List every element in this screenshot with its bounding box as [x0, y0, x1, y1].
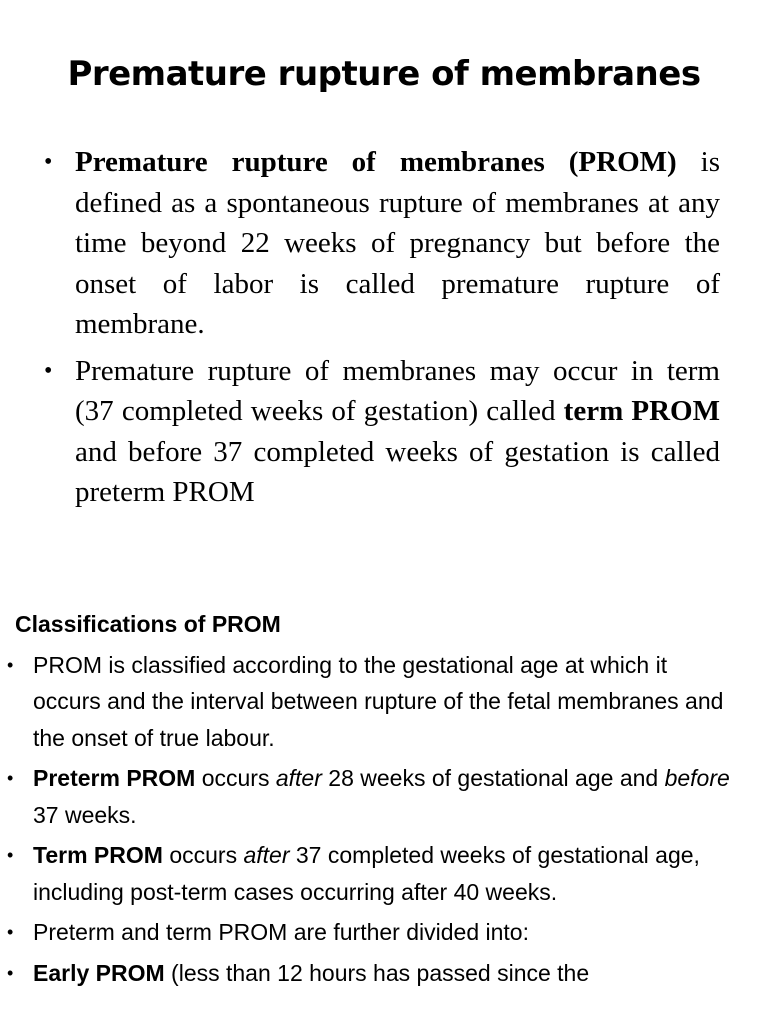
- bullet-icon: •: [44, 149, 53, 175]
- text-part: 28 weeks of gestational age and: [321, 765, 665, 791]
- section-heading: Classifications of PROM: [15, 611, 281, 637]
- bold-early-prom: Early PROM: [33, 959, 165, 986]
- bold-preterm-prom: Preterm PROM: [33, 765, 196, 791]
- list-item-classified: [0, 647, 768, 757]
- page-title: Premature rupture of membranes: [67, 54, 701, 94]
- italic-after: after: [243, 842, 290, 868]
- text-part: Premature rupture of membranes may occur in term (37 completed weeks of gestation) called: [75, 354, 720, 427]
- list-item-definition: [44, 142, 720, 345]
- list-item-further-divided: [0, 914, 768, 951]
- bold-term-prom-definition: Premature rupture of membranes (PROM): [75, 146, 677, 178]
- bullet-icon: •: [7, 768, 14, 788]
- bullet-icon: •: [7, 845, 14, 865]
- text-part: occurs: [162, 842, 244, 868]
- text-part: PROM is classified according to the gestational age at which it occurs and the interval between rupture of the fetal membranes and the onset of true labour.: [33, 651, 724, 751]
- list-item-term-prom: [0, 837, 768, 910]
- bold-term-prom: Term PROM: [33, 842, 163, 868]
- text-part: 37 completed weeks of gestational age, including post-term cases occurring after 40 weeks.: [33, 842, 700, 905]
- list-item-term-vs-preterm: [44, 351, 720, 513]
- bullet-icon: •: [44, 357, 53, 384]
- bullet-icon: •: [7, 922, 14, 942]
- classification-section: [0, 606, 768, 995]
- italic-after: after: [275, 765, 322, 791]
- bullet-icon: •: [7, 962, 14, 983]
- italic-before: before: [664, 765, 730, 791]
- text-part: 37 weeks.: [33, 801, 137, 828]
- bold-term-prom: term PROM: [563, 395, 720, 427]
- definition-section: [44, 142, 720, 519]
- text-part: and before 37 completed weeks of gestation is called preterm PROM: [75, 435, 720, 508]
- text-part: Preterm and term PROM are further divided into:: [33, 919, 529, 945]
- text-part: (less than 12 hours has passed since the: [164, 959, 590, 986]
- definition-text: is defined as a spontaneous rupture of membranes at any time beyond 22 weeks of pregnancy but before the onset of labor is called premature rupture of membrane.: [75, 146, 720, 340]
- text-part: occurs: [195, 765, 276, 791]
- bullet-icon: •: [7, 654, 14, 675]
- list-item-early-prom: [0, 955, 768, 992]
- list-item-preterm-prom: [0, 760, 768, 833]
